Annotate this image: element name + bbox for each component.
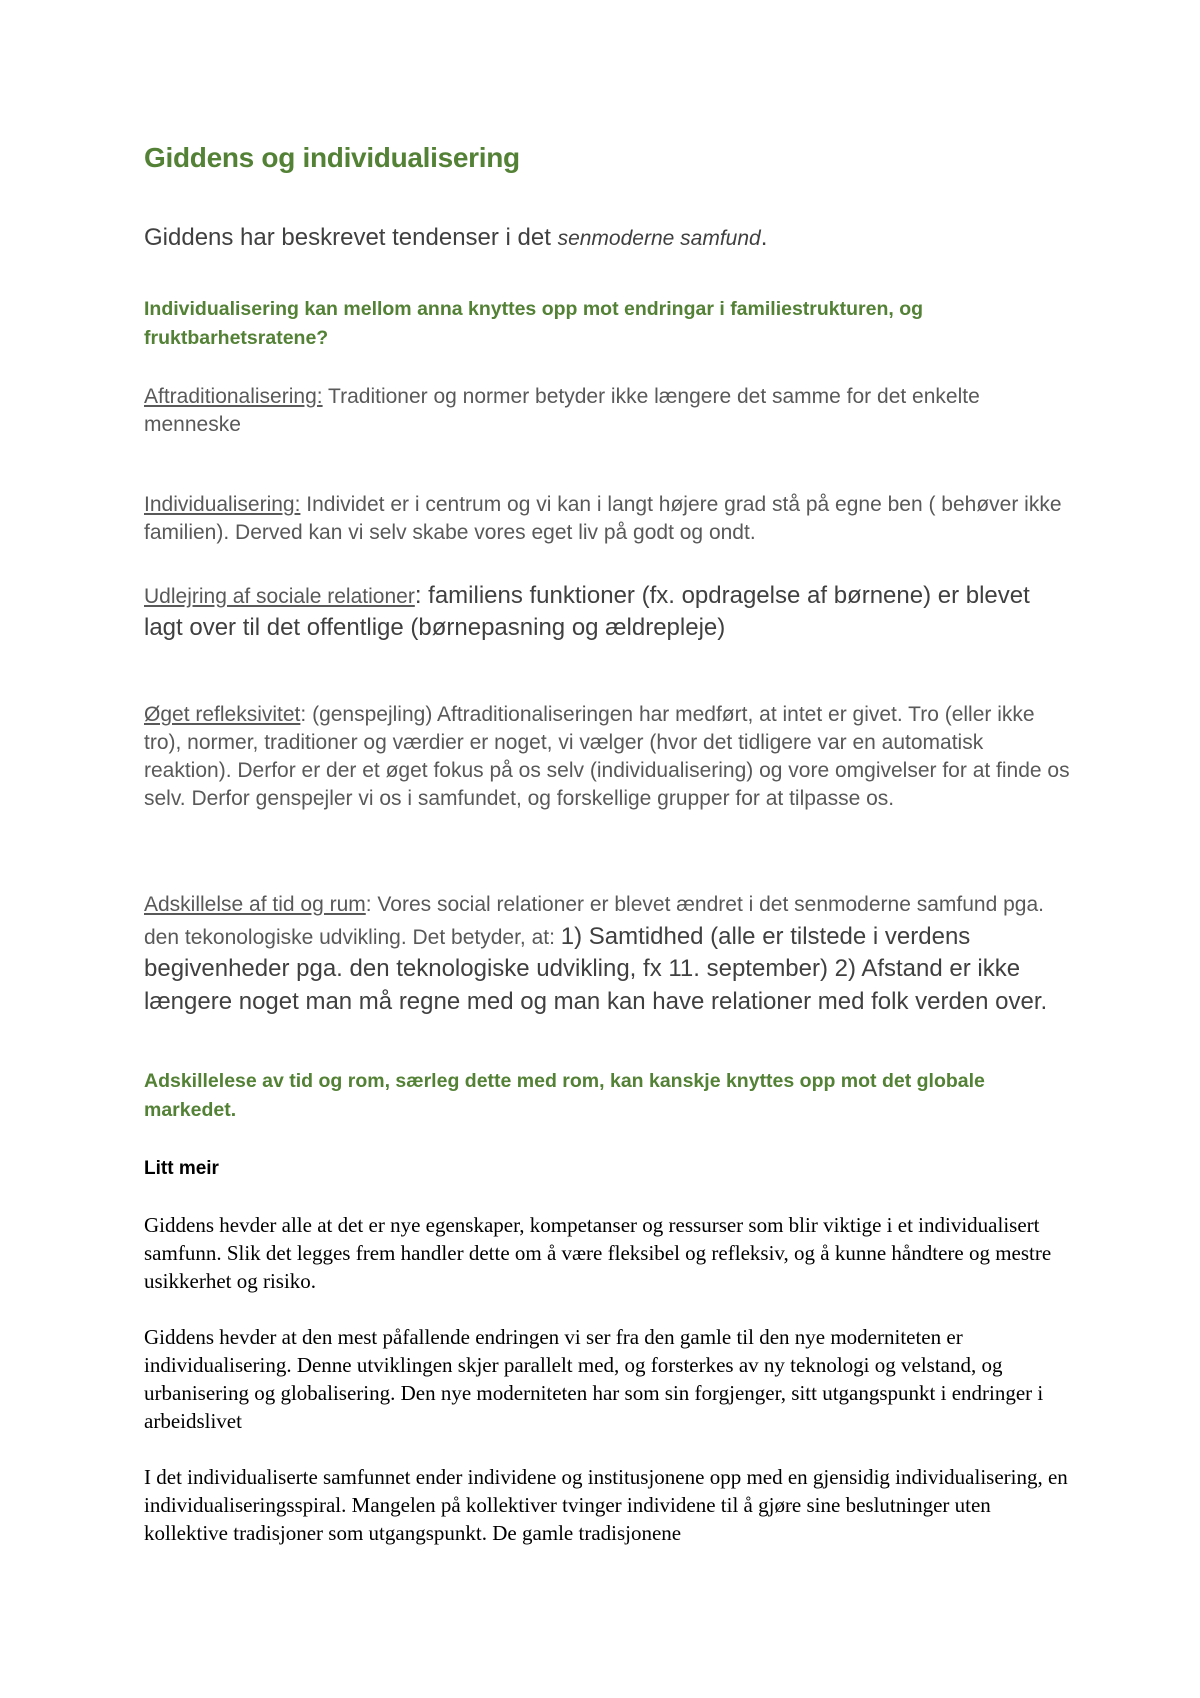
paragraph-3: I det individualiserte samfunnet ender individene og institusjonene opp med en gjensidig individualisering, en individualiseringsspiral. Mangelen på kollektiver tvinger individene til å gjøre sine beslutninger uten kollektive tradisjoner som utgangspunkt. De gamle tradisjonene [144, 1465, 1068, 1545]
intro-end: . [760, 224, 768, 251]
section-individualisering [144, 491, 1074, 547]
paragraph-1: Giddens hevder alle at det er nye egenskaper, kompetanser og ressurser som blir viktige i et individualisert samfunn. Slik det legges frem handler dette om å være fleksibel og refleksiv, og å kunne håndtere og mestre usikkerhet og risiko. [144, 1213, 1052, 1293]
def-refleksivitet: : (genspejling) Aftraditionaliseringen har medført, at intet er givet. Tro (eller ikke tro), normer, traditioner og værdier er noget, vi vælger (hvor det tidligere var en automatisk reaktion). Derfor er der et øget fokus på os selv (individualisering) og vore omgivelser for at finde os selv. Derfor genspejler vi os i samfundet, og forskellige grupper for at tilpasse os. [144, 703, 1070, 810]
section-adskillelse [144, 890, 1074, 1018]
def-aftraditionalisering: Traditioner og normer betyder ikke længere det samme for det enkelte menneske [144, 385, 980, 436]
term-refleksivitet: Øget refleksivitet [144, 703, 301, 726]
question-global: Adskillelese av tid og rom, særleg dette med rom, kan kanskje knyttes opp mot det globale markedet. [144, 1070, 985, 1121]
page-title: Giddens og individualisering [144, 142, 520, 173]
section-refleksivitet [144, 701, 1074, 813]
intro-line [144, 224, 767, 252]
section-aftraditionalisering [144, 383, 1074, 439]
intro-emphasis: senmoderne samfund [557, 227, 761, 250]
section-udlejring [144, 580, 1074, 643]
question-family: Individualisering kan mellom anna knyttes opp mot endringar i familiestrukturen, og fruktbarhetsratene? [144, 298, 924, 349]
subheading-litt-meir: Litt meir [144, 1158, 219, 1179]
def-udlejring: : familiens funktioner (fx. opdragelse af børnene) er blevet lagt over til det offentlige (børnepasning og ældrepleje) [144, 582, 1030, 641]
term-adskillelse: Adskillelse af tid og rum [144, 893, 366, 916]
term-individualisering: Individualisering: [144, 493, 301, 516]
term-udlejring: Udlejring af sociale relationer [144, 585, 415, 608]
intro-text: Giddens har beskrevet tendenser i det [144, 224, 558, 251]
paragraph-2: Giddens hevder at den mest påfallende endringen vi ser fra den gamle til den nye moderniteten er individualisering. Denne utviklingen skjer parallelt med, og forsterkes av ny teknologi og velstand, og urbanisering og globalisering. Den nye moderniteten har som sin forgjenger, sitt utgangspunkt i endringer i arbeidslivet [144, 1325, 1044, 1433]
def-adskillelse-emphasis: 1) Samtidhed (alle er tilstede i verdens begivenheder pga. den teknologiske udvikling, fx 11. september) 2) Afstand er ikke længere noget man må regne med og man kan have relationer med folk verden over. [144, 922, 1048, 1015]
term-aftraditionalisering: Aftraditionalisering: [144, 385, 323, 408]
def-individualisering: Individet er i centrum og vi kan i langt højere grad stå på egne ben ( behøver ikke familien). Derved kan vi selv skabe vores eget liv på godt og ondt. [144, 493, 1062, 544]
def-adskillelse: : Vores social relationer er blevet ændret i det senmoderne samfund pga. den tekonologiske udvikling. Det betyder, at: [144, 893, 1044, 949]
